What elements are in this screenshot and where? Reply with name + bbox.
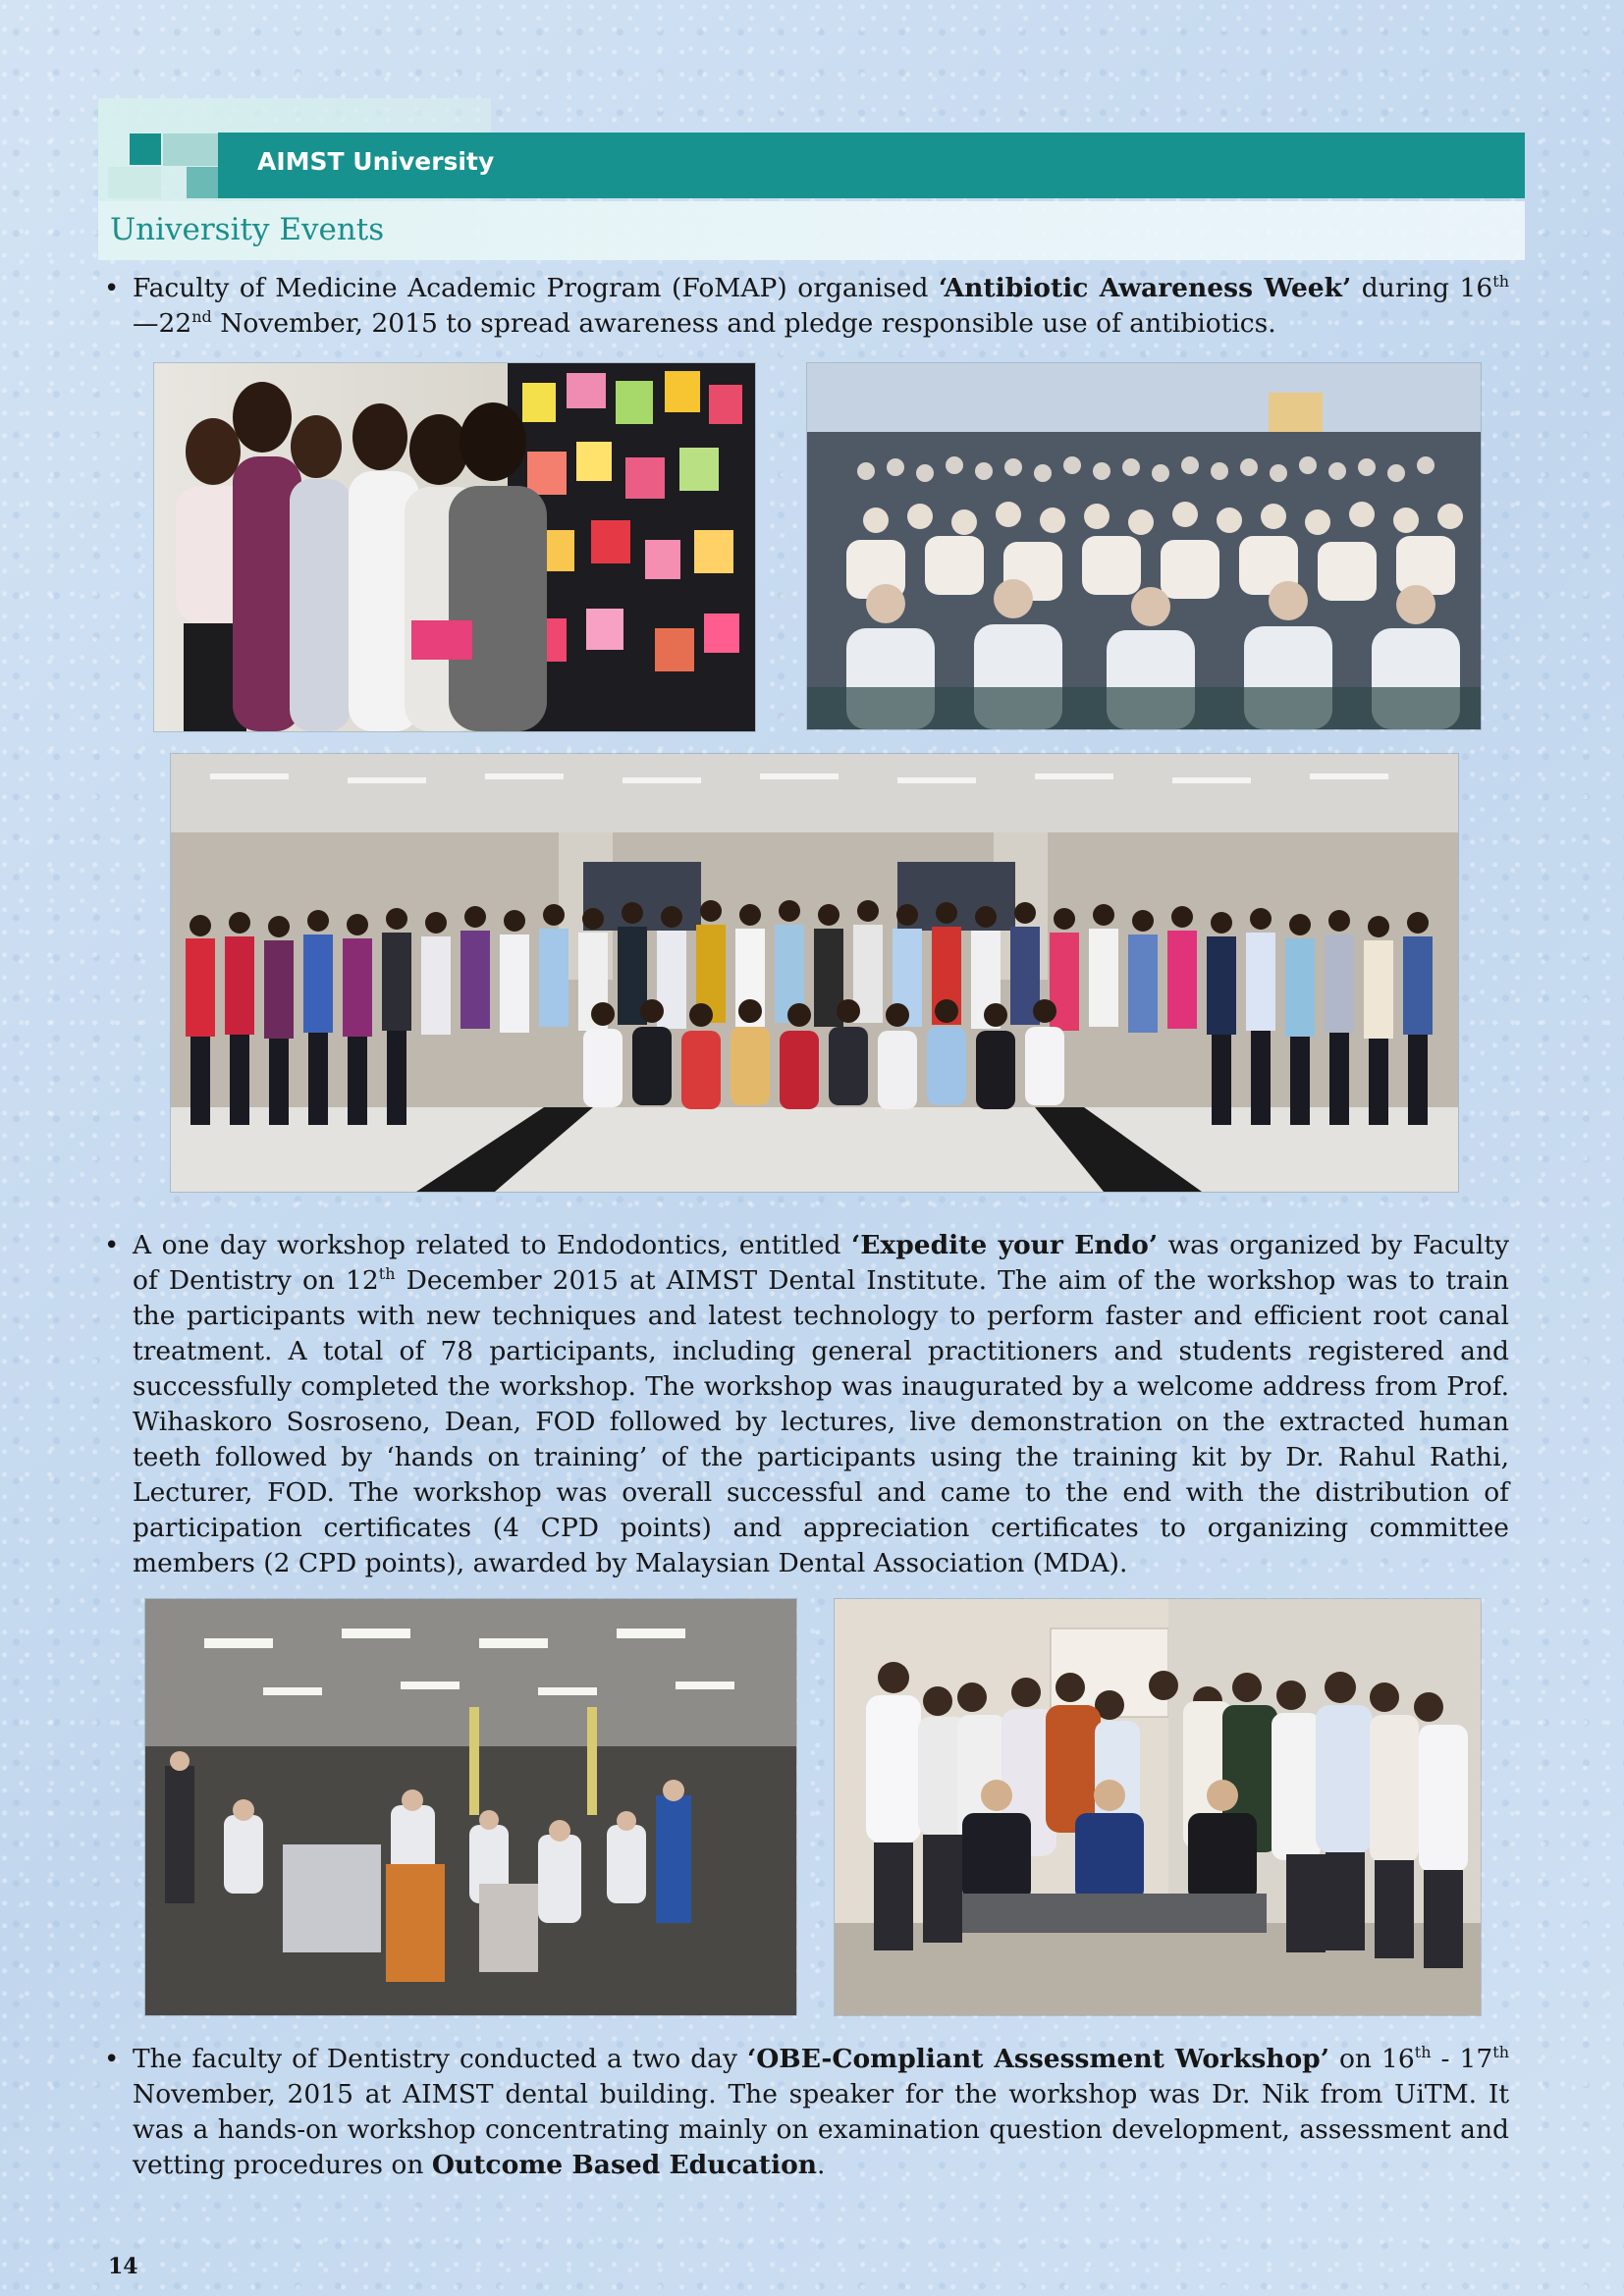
photo-dental-lab xyxy=(145,1599,796,2015)
emphasis-text: ‘OBE-Compliant Assessment Workshop’ xyxy=(746,2044,1329,2074)
page-number: 14 xyxy=(108,2254,138,2279)
paragraph-text: - 17 xyxy=(1431,2044,1493,2074)
header-decor-square xyxy=(130,133,161,165)
photo-faculty-group-image xyxy=(835,1599,1481,2015)
bullet-marker: • xyxy=(104,1231,120,1260)
bullet-marker: • xyxy=(104,2045,120,2074)
ordinal-suffix: th xyxy=(1492,272,1510,292)
paragraph-text: November, 2015 at AIMST dental building. The speaker for the workshop was Dr. Nik from UiTM. It was a hands-on workshop concentrating mainly on examination question development, assessment and vetting procedures on xyxy=(133,2079,1509,2180)
photo-students-poster xyxy=(154,363,755,731)
ordinal-suffix: th xyxy=(378,1264,396,1284)
photo-group-lobby xyxy=(171,754,1458,1192)
header-decor-square xyxy=(187,167,218,198)
paragraph-text: A one day workshop related to Endodontics, entitled xyxy=(133,1230,851,1260)
paragraph-text: . xyxy=(817,2150,826,2180)
photo-dental-lab-image xyxy=(145,1599,796,2015)
event-paragraph-obe-workshop xyxy=(133,2042,1509,2183)
paragraph-text: during 16 xyxy=(1351,273,1493,303)
event-paragraph-antibiotic-week xyxy=(133,271,1509,342)
emphasis-text: ‘Expedite your Endo’ xyxy=(850,1230,1159,1260)
photo-lecture-audience xyxy=(807,363,1481,729)
event-paragraph-endo-workshop xyxy=(133,1228,1509,1581)
emphasis-text: ‘Antibiotic Awareness Week’ xyxy=(938,273,1352,303)
photo-faculty-group xyxy=(835,1599,1481,2015)
photo-students-poster-image xyxy=(154,363,755,731)
ordinal-suffix: th xyxy=(1414,2043,1432,2062)
ordinal-suffix: th xyxy=(1492,2043,1509,2062)
ordinal-suffix: nd xyxy=(191,307,212,327)
emphasis-text: Outcome Based Education xyxy=(431,2150,818,2180)
paragraph-text: —22 xyxy=(133,308,192,339)
paragraph-text: November, 2015 to spread awareness and pledge responsible use of antibiotics. xyxy=(211,308,1276,339)
paragraph-text: The faculty of Dentistry conducted a two day xyxy=(133,2044,747,2074)
paragraph-text: December 2015 at AIMST Dental Institute. The aim of the workshop was to train the participants with new techniques and latest technology to perform faster and efficient root canal treatment. A total of 78 participants, including general practitioners and students registered and successfully completed the workshop. The workshop was inaugurated by a welcome address from Prof. Wihaskoro Sosroseno, Dean, FOD followed by lectures, live demonstration on the extracted human teeth followed by ‘hands on training’ of the participants using the training kit by Dr. Rahul Rathi, Lecturer, FOD. The workshop was overall successful and came to the end with the distribution of participation certificates (4 CPD points) and appreciation certificates to organizing committee members (2 CPD points), awarded by Malaysian Dental Association (MDA). xyxy=(133,1265,1509,1578)
photo-group-lobby-image xyxy=(171,754,1458,1192)
header-decor-square xyxy=(163,133,218,166)
section-title: University Events xyxy=(110,212,385,247)
paragraph-text: on 16 xyxy=(1328,2044,1415,2074)
paragraph-text: was organized by Faculty of Dentistry on 12 xyxy=(133,1230,1510,1296)
bullet-marker: • xyxy=(104,274,120,303)
header-decor-square xyxy=(108,167,161,198)
photo-lecture-audience-image xyxy=(807,363,1481,729)
paragraph-text: Faculty of Medicine Academic Program (FoMAP) organised xyxy=(133,273,939,303)
header-title: AIMST University xyxy=(257,147,495,176)
